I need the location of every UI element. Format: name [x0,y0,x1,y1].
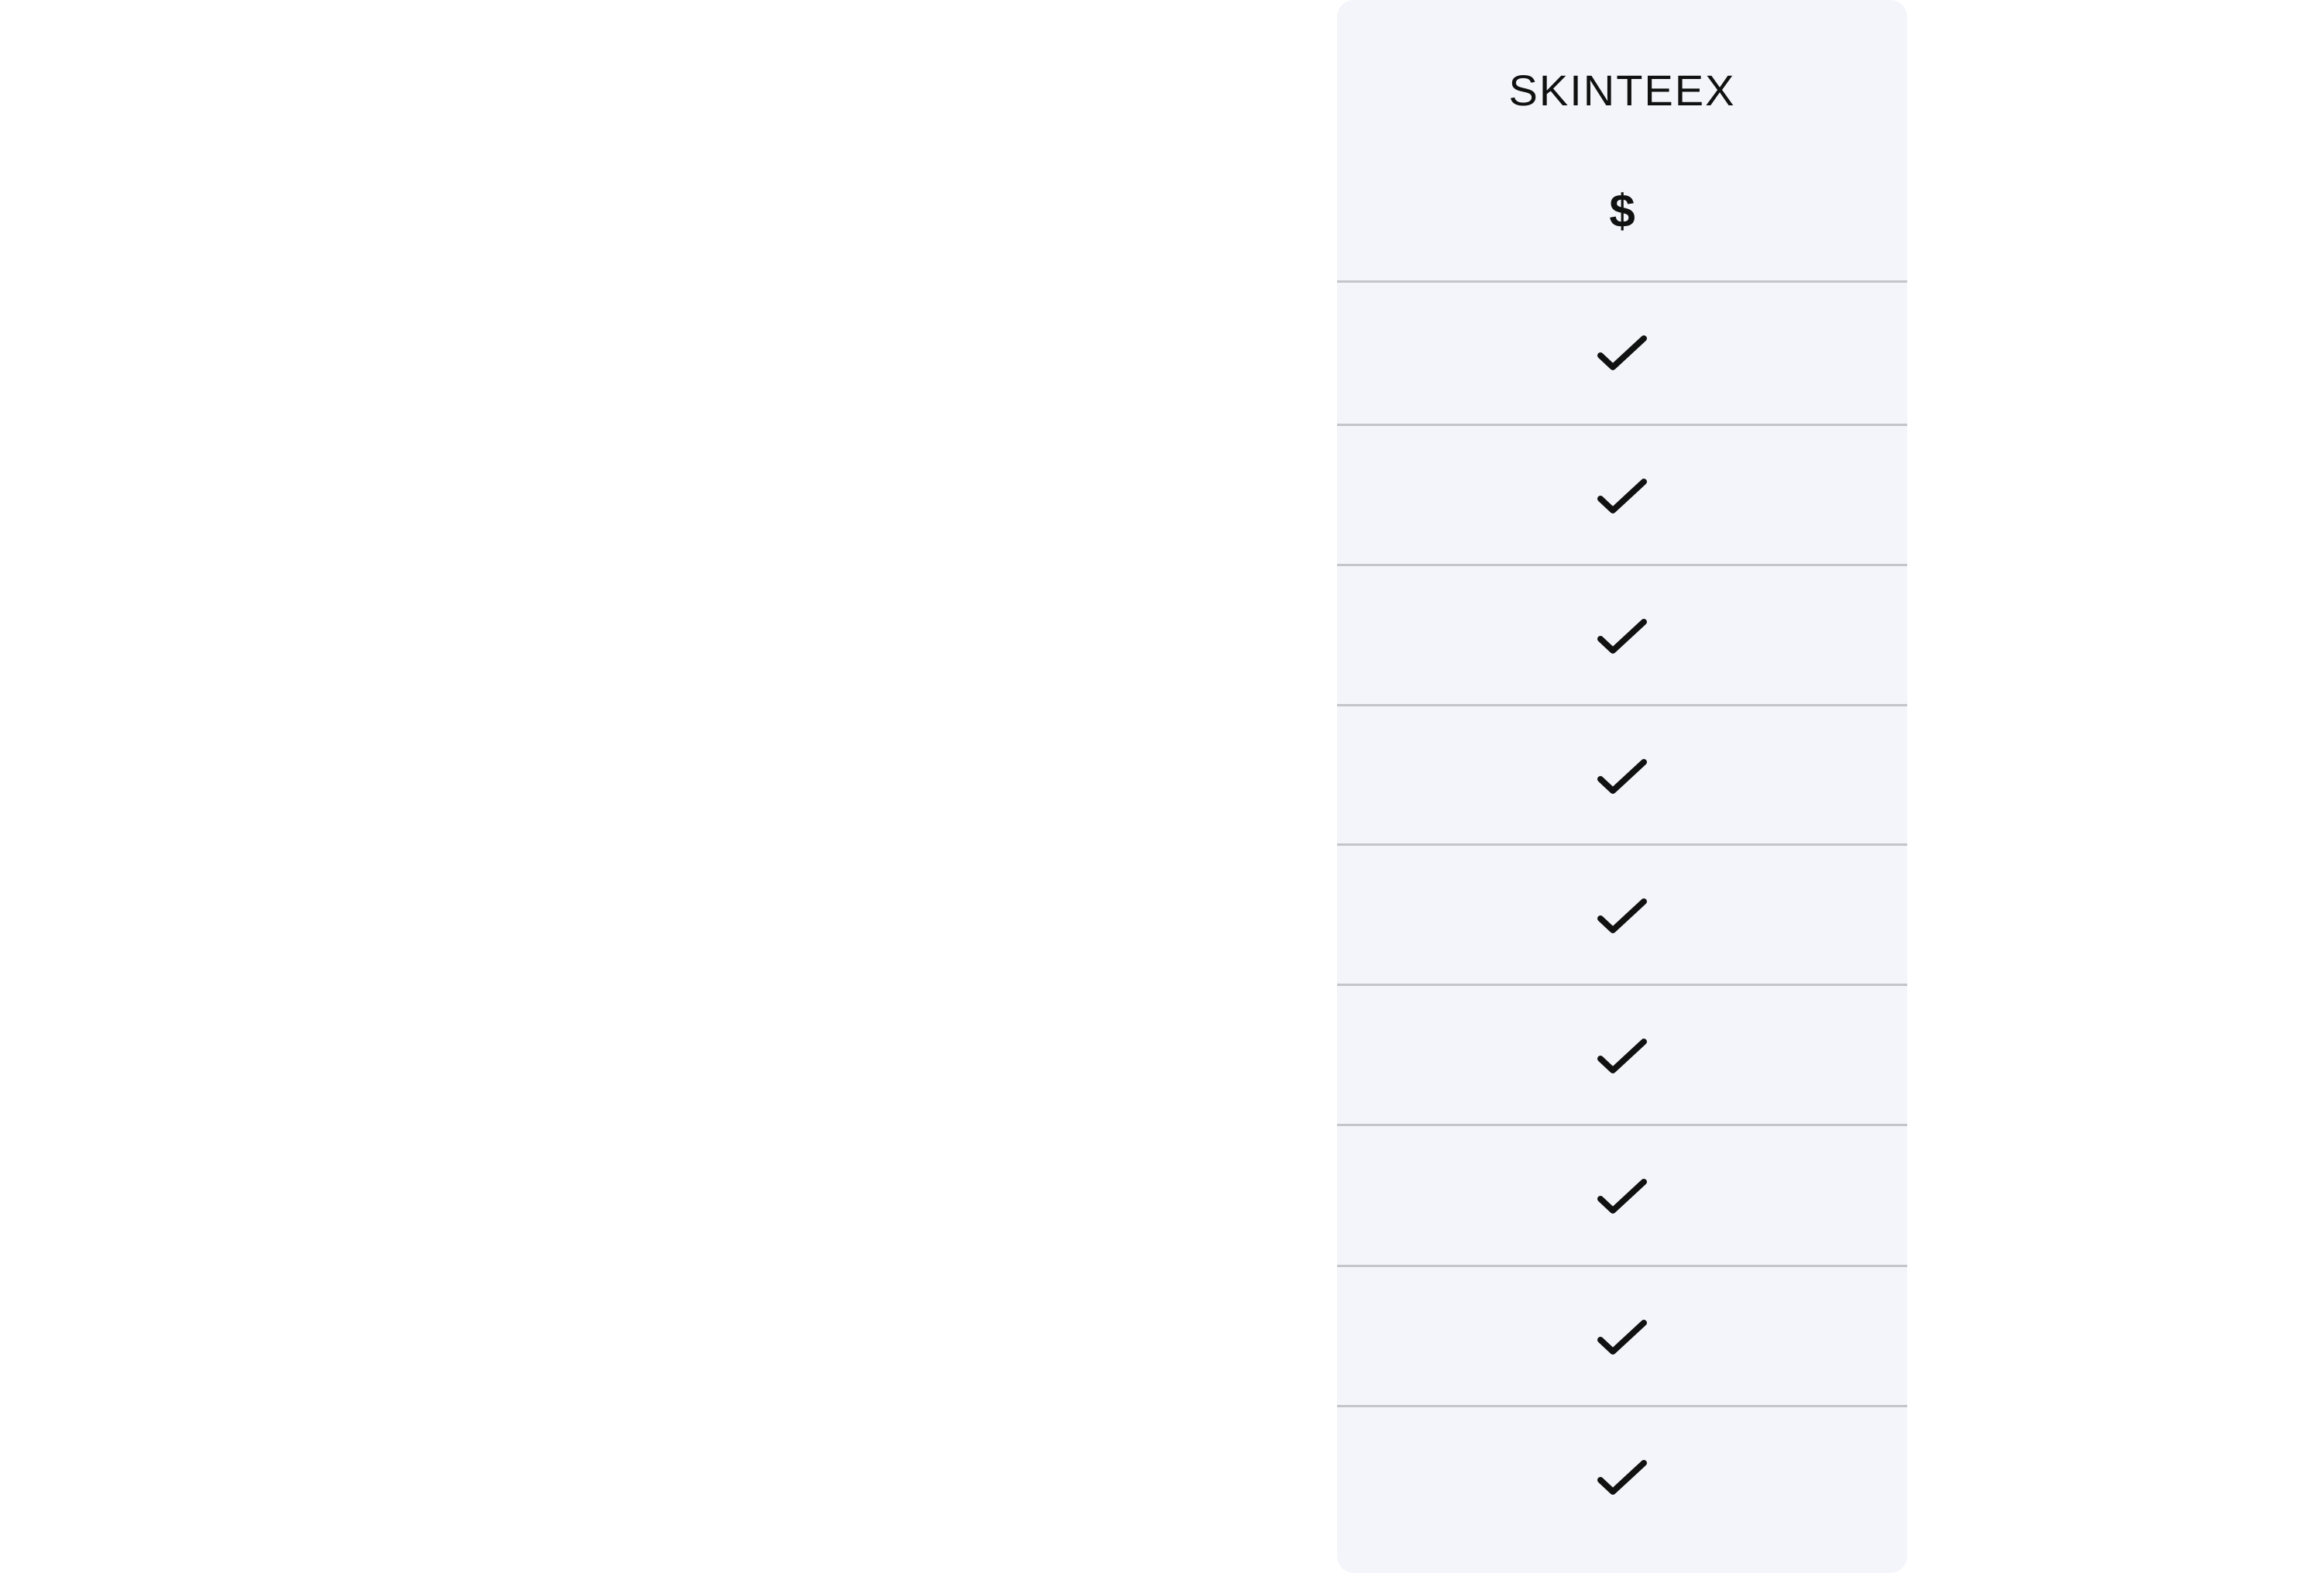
check-icon [1596,1317,1648,1358]
feature-row-9 [1337,1407,1907,1548]
price-level: $ [1609,185,1635,237]
feature-row-5 [1337,846,1907,987]
feature-row-1 [1337,283,1907,424]
check-icon [1596,476,1648,517]
feature-row-8 [1337,1267,1907,1408]
check-icon [1596,1176,1648,1218]
check-icon [1596,895,1648,937]
check-icon [1596,332,1648,374]
check-icon [1596,1457,1648,1499]
feature-row-7 [1337,1126,1907,1267]
feature-row-2 [1337,426,1907,567]
brand-name: SKINTEEX [1508,66,1736,115]
check-icon [1596,1036,1648,1077]
feature-row-6 [1337,986,1907,1127]
skinteex-comparison-column [1337,0,1907,1573]
column-header [1337,0,1907,280]
check-icon [1596,756,1648,798]
feature-row-4 [1337,706,1907,847]
feature-row-3 [1337,566,1907,707]
check-icon [1596,616,1648,658]
